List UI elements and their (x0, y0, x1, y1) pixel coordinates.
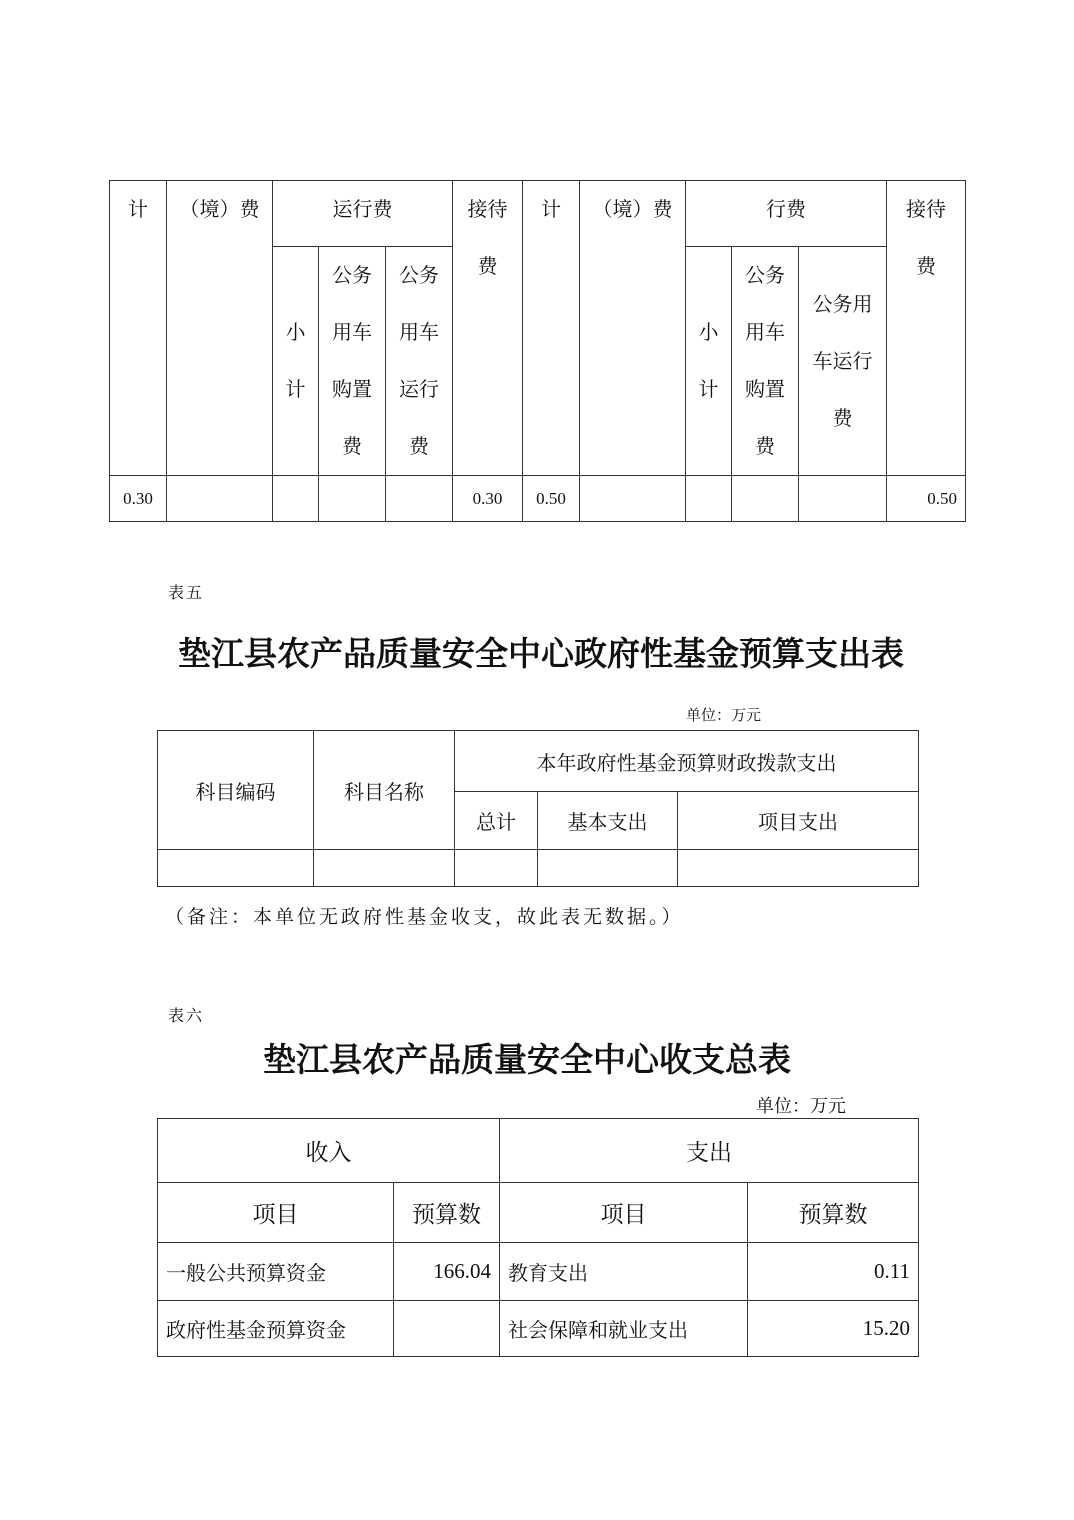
header-subject-name: 科目名称 (314, 731, 455, 850)
header-abroad-2: （境）费 (580, 181, 686, 476)
header-total: 总计 (455, 792, 538, 850)
income-item: 一般公共预算资金 (158, 1243, 394, 1301)
table5-note: （备注：本单位无政府性基金收支，故此表无数据。） (165, 906, 684, 928)
header-income-budget: 预算数 (394, 1183, 500, 1243)
cell-empty (799, 476, 887, 522)
cell-empty (319, 476, 386, 522)
header-total: 计 (110, 181, 167, 476)
expense-value: 15.20 (748, 1301, 919, 1357)
expense-item: 教育支出 (500, 1243, 748, 1301)
header-car-run-2: 行费 (686, 181, 887, 247)
header-expense-item: 项目 (500, 1183, 748, 1243)
header-car-run: 运行费 (273, 181, 453, 247)
cell-empty (455, 850, 538, 887)
header-car-purchase: 公务 用车 购置 费 (319, 247, 386, 476)
table-row (158, 1301, 919, 1357)
table5-title: 垫江县农产品质量安全中心政府性基金预算支出表 (178, 634, 904, 673)
header-subtotal: 小 计 (273, 247, 319, 476)
header-abroad: （境）费 (167, 181, 273, 476)
header-fund-expense-group: 本年政府性基金预算财政拨款支出 (455, 731, 919, 792)
header-total-2: 计 (523, 181, 580, 476)
income-value (394, 1301, 500, 1357)
header-reception-2: 接待 费 (887, 181, 966, 476)
table5-label: 表五 (168, 583, 205, 602)
table-income-expense-summary (157, 1118, 919, 1357)
expense-value: 0.11 (748, 1243, 919, 1301)
header-car-operation: 公务 用车 运行 费 (386, 247, 453, 476)
header-income-item: 项目 (158, 1183, 394, 1243)
header-subject-code: 科目编码 (158, 731, 314, 850)
cell-empty (580, 476, 686, 522)
header-income: 收入 (158, 1119, 500, 1183)
cell-empty (538, 850, 678, 887)
cell-reception: 0.30 (453, 476, 523, 522)
table6-label: 表六 (168, 1006, 205, 1025)
table6-unit: 单位：万元 (756, 1096, 846, 1117)
cell-empty (732, 476, 799, 522)
table5-unit: 单位：万元 (686, 706, 762, 724)
header-reception: 接待 费 (453, 181, 523, 476)
cell-total-2: 0.50 (523, 476, 580, 522)
cell-empty (167, 476, 273, 522)
header-expense-budget: 预算数 (748, 1183, 919, 1243)
header-subtotal-2: 小 计 (686, 247, 732, 476)
cell-empty (686, 476, 732, 522)
cell-reception-2: 0.50 (887, 476, 966, 522)
cell-total: 0.30 (110, 476, 167, 522)
expense-item: 社会保障和就业支出 (500, 1301, 748, 1357)
header-basic-expense: 基本支出 (538, 792, 678, 850)
header-expense: 支出 (500, 1119, 919, 1183)
income-item: 政府性基金预算资金 (158, 1301, 394, 1357)
table-government-fund-expense (157, 730, 919, 887)
header-project-expense: 项目支出 (678, 792, 919, 850)
income-value: 166.04 (394, 1243, 500, 1301)
header-car-purchase-2: 公务 用车 购置 费 (732, 247, 799, 476)
cell-empty (678, 850, 919, 887)
cell-empty (314, 850, 455, 887)
table-row (158, 1243, 919, 1301)
table-three-public-expenses (109, 180, 966, 522)
header-car-operation-2: 公务用 车运行 费 (799, 247, 887, 476)
cell-empty (158, 850, 314, 887)
cell-empty (386, 476, 453, 522)
table6-title: 垫江县农产品质量安全中心收支总表 (263, 1040, 791, 1079)
cell-empty (273, 476, 319, 522)
